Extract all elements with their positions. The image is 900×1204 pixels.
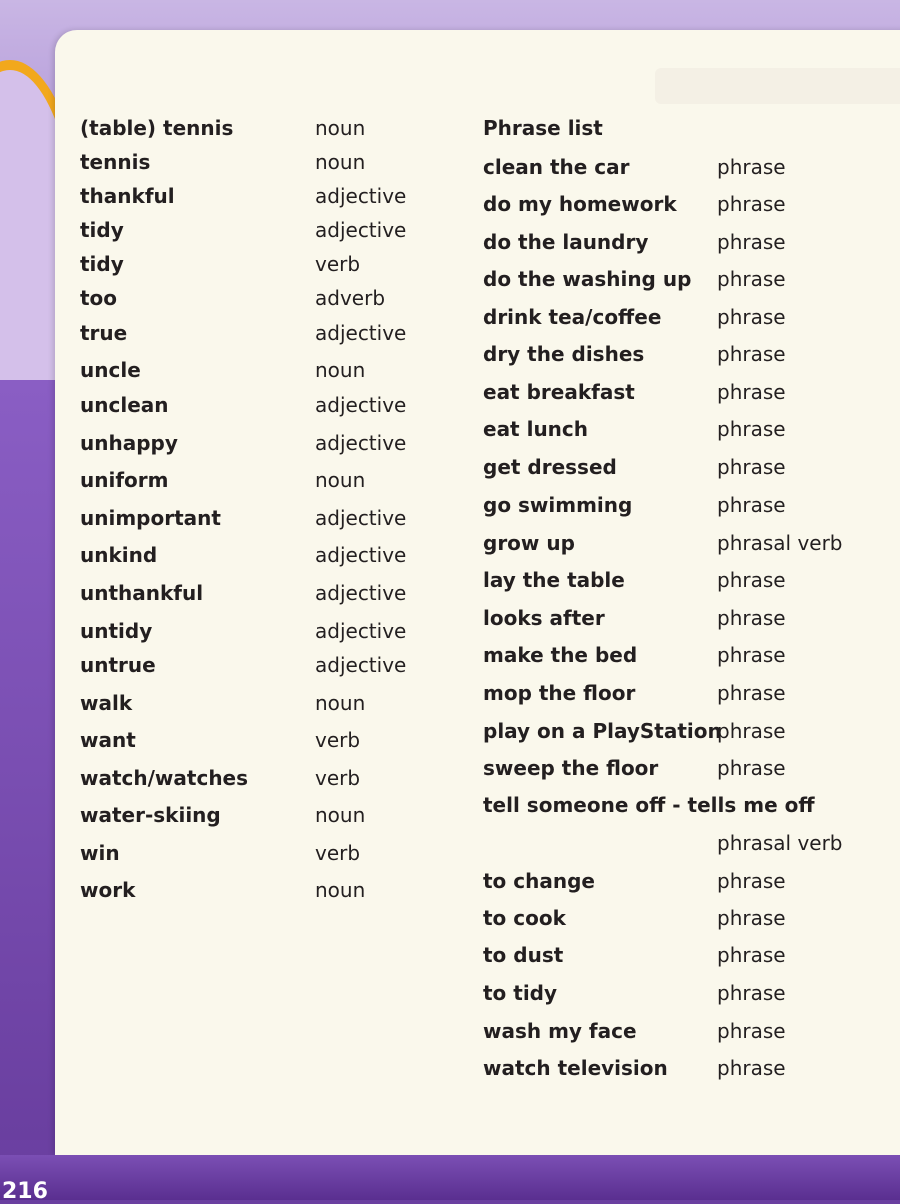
part-of-speech: phrase — [717, 455, 786, 479]
word-entry: too — [80, 286, 118, 310]
phrase-entry: wash my face — [483, 1019, 637, 1043]
phrase-entry: tell someone off - tells me off — [483, 793, 815, 817]
part-of-speech: adjective — [315, 218, 407, 242]
part-of-speech: phrase — [717, 230, 786, 254]
word-entry: tidy — [80, 252, 124, 276]
part-of-speech: phrase — [717, 643, 786, 667]
phrase-entry: looks after — [483, 606, 605, 630]
part-of-speech: adjective — [315, 184, 407, 208]
word-entry: untidy — [80, 619, 153, 643]
part-of-speech: phrase — [717, 756, 786, 780]
part-of-speech: noun — [315, 358, 366, 382]
word-entry: work — [80, 878, 136, 902]
part-of-speech: adjective — [315, 321, 407, 345]
phrase-entry: make the bed — [483, 643, 638, 667]
word-entry: unimportant — [80, 506, 221, 530]
word-entry: tennis — [80, 150, 151, 174]
word-entry: win — [80, 841, 120, 865]
word-entry: thankful — [80, 184, 175, 208]
part-of-speech: phrase — [717, 192, 786, 216]
phrase-entry: eat breakfast — [483, 380, 635, 404]
word-entry: water-skiing — [80, 803, 221, 827]
phrase-entry: to change — [483, 869, 595, 893]
part-of-speech: phrase — [717, 1019, 786, 1043]
part-of-speech: noun — [315, 116, 366, 140]
word-entry: uniform — [80, 468, 169, 492]
part-of-speech: phrase — [717, 305, 786, 329]
bottom-bar — [0, 1155, 900, 1204]
part-of-speech: noun — [315, 803, 366, 827]
phrase-entry: lay the table — [483, 568, 625, 592]
word-entry: untrue — [80, 653, 156, 677]
part-of-speech: phrase — [717, 493, 786, 517]
part-of-speech: phrase — [717, 380, 786, 404]
phrase-entry: watch television — [483, 1056, 668, 1080]
part-of-speech: noun — [315, 150, 366, 174]
part-of-speech: verb — [315, 728, 361, 752]
word-entry: (table) tennis — [80, 116, 234, 140]
part-of-speech: phrase — [717, 417, 786, 441]
part-of-speech: phrasal verb — [717, 531, 843, 555]
word-entry: walk — [80, 691, 133, 715]
part-of-speech: phrase — [717, 155, 786, 179]
phrase-entry: do the washing up — [483, 267, 692, 291]
part-of-speech: noun — [315, 691, 366, 715]
phrase-entry: to dust — [483, 943, 564, 967]
part-of-speech: noun — [315, 468, 366, 492]
part-of-speech: phrase — [717, 719, 786, 743]
word-entry: unkind — [80, 543, 158, 567]
part-of-speech: adjective — [315, 393, 407, 417]
part-of-speech: adverb — [315, 286, 386, 310]
phrase-entry: play on a PlayStation — [483, 719, 722, 743]
part-of-speech: adjective — [315, 431, 407, 455]
word-entry: want — [80, 728, 136, 752]
phrase-entry: drink tea/coffee — [483, 305, 662, 329]
left-border-strip — [0, 380, 60, 1140]
part-of-speech: verb — [315, 252, 361, 276]
part-of-speech: adjective — [315, 619, 407, 643]
part-of-speech: phrase — [717, 943, 786, 967]
word-entry: uncle — [80, 358, 141, 382]
word-entry: tidy — [80, 218, 124, 242]
word-entry: watch/watches — [80, 766, 249, 790]
part-of-speech: noun — [315, 878, 366, 902]
part-of-speech: phrase — [717, 267, 786, 291]
word-entry: true — [80, 321, 128, 345]
phrase-entry: eat lunch — [483, 417, 589, 441]
part-of-speech: phrase — [717, 606, 786, 630]
word-entry: unhappy — [80, 431, 178, 455]
phrase-entry: get dressed — [483, 455, 617, 479]
part-of-speech: adjective — [315, 543, 407, 567]
phrase-entry: mop the floor — [483, 681, 636, 705]
part-of-speech: phrase — [717, 568, 786, 592]
page-number: 216 — [2, 1179, 48, 1204]
part-of-speech: phrase — [717, 906, 786, 930]
part-of-speech: verb — [315, 766, 361, 790]
part-of-speech: phrase — [717, 342, 786, 366]
phrase-entry: do my homework — [483, 192, 677, 216]
part-of-speech: phrase — [717, 1056, 786, 1080]
phrase-entry: to cook — [483, 906, 566, 930]
part-of-speech: phrase — [717, 869, 786, 893]
phrase-entry: to tidy — [483, 981, 558, 1005]
part-of-speech: phrase — [717, 981, 786, 1005]
part-of-speech: adjective — [315, 506, 407, 530]
phrase-entry: grow up — [483, 531, 575, 555]
part-of-speech: adjective — [315, 653, 407, 677]
part-of-speech: adjective — [315, 581, 407, 605]
part-of-speech: verb — [315, 841, 361, 865]
word-entry: unthankful — [80, 581, 204, 605]
phrase-list-heading: Phrase list — [483, 116, 603, 140]
phrase-entry: dry the dishes — [483, 342, 645, 366]
faded-unit-title-banner — [655, 68, 900, 104]
phrase-entry: do the laundry — [483, 230, 649, 254]
phrase-entry: go swimming — [483, 493, 633, 517]
part-of-speech: phrasal verb — [717, 831, 843, 855]
phrase-entry: clean the car — [483, 155, 630, 179]
word-entry: unclean — [80, 393, 169, 417]
phrase-entry: sweep the floor — [483, 756, 659, 780]
part-of-speech: phrase — [717, 681, 786, 705]
